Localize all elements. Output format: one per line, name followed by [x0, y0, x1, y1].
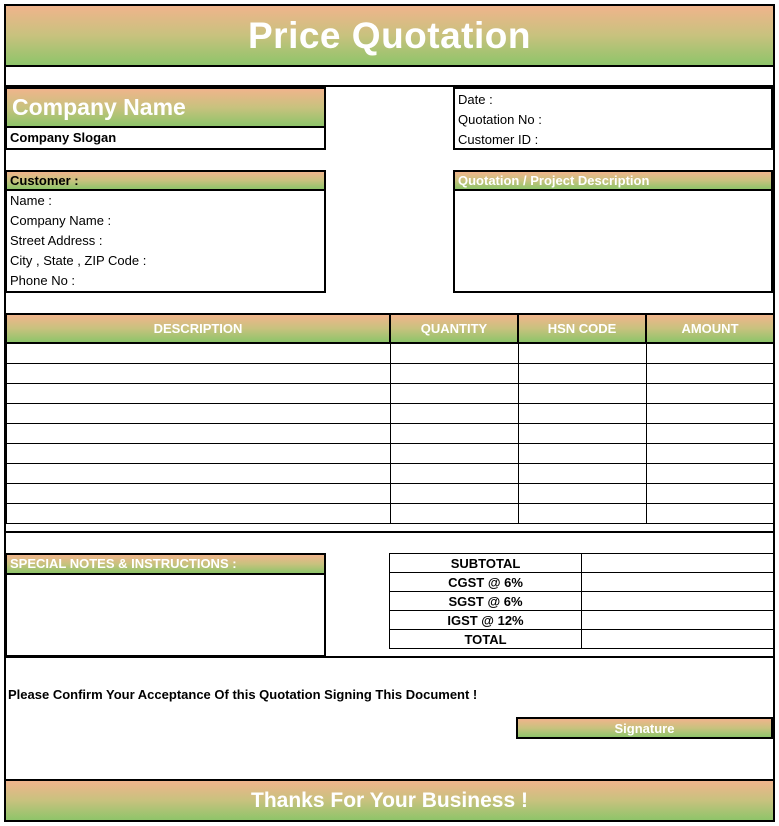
company-name[interactable]: Company Name — [5, 87, 326, 128]
cell-hsn-code[interactable] — [518, 504, 646, 524]
date-field[interactable]: Date : — [458, 92, 493, 107]
quotation-meta — [453, 87, 773, 150]
totals-value[interactable] — [582, 573, 774, 592]
cell-hsn-code[interactable] — [518, 384, 646, 404]
totals-table — [389, 553, 774, 649]
cell-description[interactable] — [6, 343, 390, 364]
table-row — [6, 343, 774, 364]
cell-quantity[interactable] — [390, 504, 518, 524]
customer-id-field[interactable]: Customer ID : — [458, 132, 539, 147]
cell-quantity[interactable] — [390, 404, 518, 424]
column-header-description: DESCRIPTION — [6, 314, 390, 343]
totals-label: SGST @ 6% — [390, 592, 582, 611]
cell-quantity[interactable] — [390, 343, 518, 364]
divider — [4, 656, 775, 658]
signature-field[interactable]: Signature — [516, 717, 773, 739]
customer-header: Customer : — [5, 170, 326, 191]
table-row — [6, 404, 774, 424]
cell-quantity[interactable] — [390, 424, 518, 444]
project-description-header: Quotation / Project Description — [453, 170, 773, 191]
customer-street-field[interactable]: Street Address : — [10, 233, 103, 248]
cell-hsn-code[interactable] — [518, 424, 646, 444]
table-row — [6, 504, 774, 524]
cell-description[interactable] — [6, 464, 390, 484]
cell-hsn-code[interactable] — [518, 364, 646, 384]
totals-row — [390, 611, 774, 630]
totals-row — [390, 592, 774, 611]
cell-amount[interactable] — [646, 364, 774, 384]
totals-row — [390, 630, 774, 649]
cell-description[interactable] — [6, 444, 390, 464]
quotation-no-field[interactable]: Quotation No : — [458, 112, 542, 127]
table-row — [6, 424, 774, 444]
items-body — [6, 343, 774, 524]
column-header-amount: AMOUNT — [646, 314, 774, 343]
cell-quantity[interactable] — [390, 444, 518, 464]
table-row — [6, 384, 774, 404]
special-notes-body[interactable] — [5, 575, 326, 657]
cell-amount[interactable] — [646, 343, 774, 364]
cell-amount[interactable] — [646, 424, 774, 444]
cell-description[interactable] — [6, 364, 390, 384]
customer-fields — [5, 191, 326, 293]
cell-hsn-code[interactable] — [518, 444, 646, 464]
customer-city-field[interactable]: City , State , ZIP Code : — [10, 253, 147, 268]
table-row — [6, 444, 774, 464]
divider — [4, 531, 775, 533]
cell-quantity[interactable] — [390, 484, 518, 504]
totals-row — [390, 554, 774, 573]
special-notes-header: SPECIAL NOTES & INSTRUCTIONS : — [5, 553, 326, 575]
totals-label: CGST @ 6% — [390, 573, 582, 592]
totals-label: TOTAL — [390, 630, 582, 649]
cell-hsn-code[interactable] — [518, 484, 646, 504]
table-row — [6, 364, 774, 384]
totals-value[interactable] — [582, 592, 774, 611]
cell-description[interactable] — [6, 504, 390, 524]
items-table — [5, 313, 775, 524]
totals-label: SUBTOTAL — [390, 554, 582, 573]
cell-hsn-code[interactable] — [518, 343, 646, 364]
cell-description[interactable] — [6, 404, 390, 424]
cell-description[interactable] — [6, 384, 390, 404]
acceptance-text: Please Confirm Your Acceptance Of this Quotation Signing This Document ! — [8, 687, 478, 702]
company-slogan[interactable]: Company Slogan — [5, 128, 326, 150]
column-header-quantity: QUANTITY — [390, 314, 518, 343]
customer-phone-field[interactable]: Phone No : — [10, 273, 76, 288]
cell-amount[interactable] — [646, 504, 774, 524]
customer-name-field[interactable]: Name : — [10, 193, 52, 208]
customer-company-field[interactable]: Company Name : — [10, 213, 112, 228]
cell-hsn-code[interactable] — [518, 464, 646, 484]
cell-amount[interactable] — [646, 404, 774, 424]
cell-description[interactable] — [6, 424, 390, 444]
table-row — [6, 484, 774, 504]
cell-hsn-code[interactable] — [518, 404, 646, 424]
column-header-hsn-code: HSN CODE — [518, 314, 646, 343]
cell-quantity[interactable] — [390, 364, 518, 384]
footer-thanks: Thanks For Your Business ! — [4, 779, 775, 822]
totals-value[interactable] — [582, 554, 774, 573]
totals-row — [390, 573, 774, 592]
totals-value[interactable] — [582, 611, 774, 630]
cell-amount[interactable] — [646, 444, 774, 464]
cell-description[interactable] — [6, 484, 390, 504]
totals-value[interactable] — [582, 630, 774, 649]
table-row — [6, 464, 774, 484]
totals-label: IGST @ 12% — [390, 611, 582, 630]
page-title: Price Quotation — [4, 4, 775, 67]
cell-amount[interactable] — [646, 484, 774, 504]
items-header-row — [6, 314, 774, 343]
cell-amount[interactable] — [646, 384, 774, 404]
cell-quantity[interactable] — [390, 384, 518, 404]
cell-quantity[interactable] — [390, 464, 518, 484]
cell-amount[interactable] — [646, 464, 774, 484]
project-description-body[interactable] — [453, 191, 773, 293]
